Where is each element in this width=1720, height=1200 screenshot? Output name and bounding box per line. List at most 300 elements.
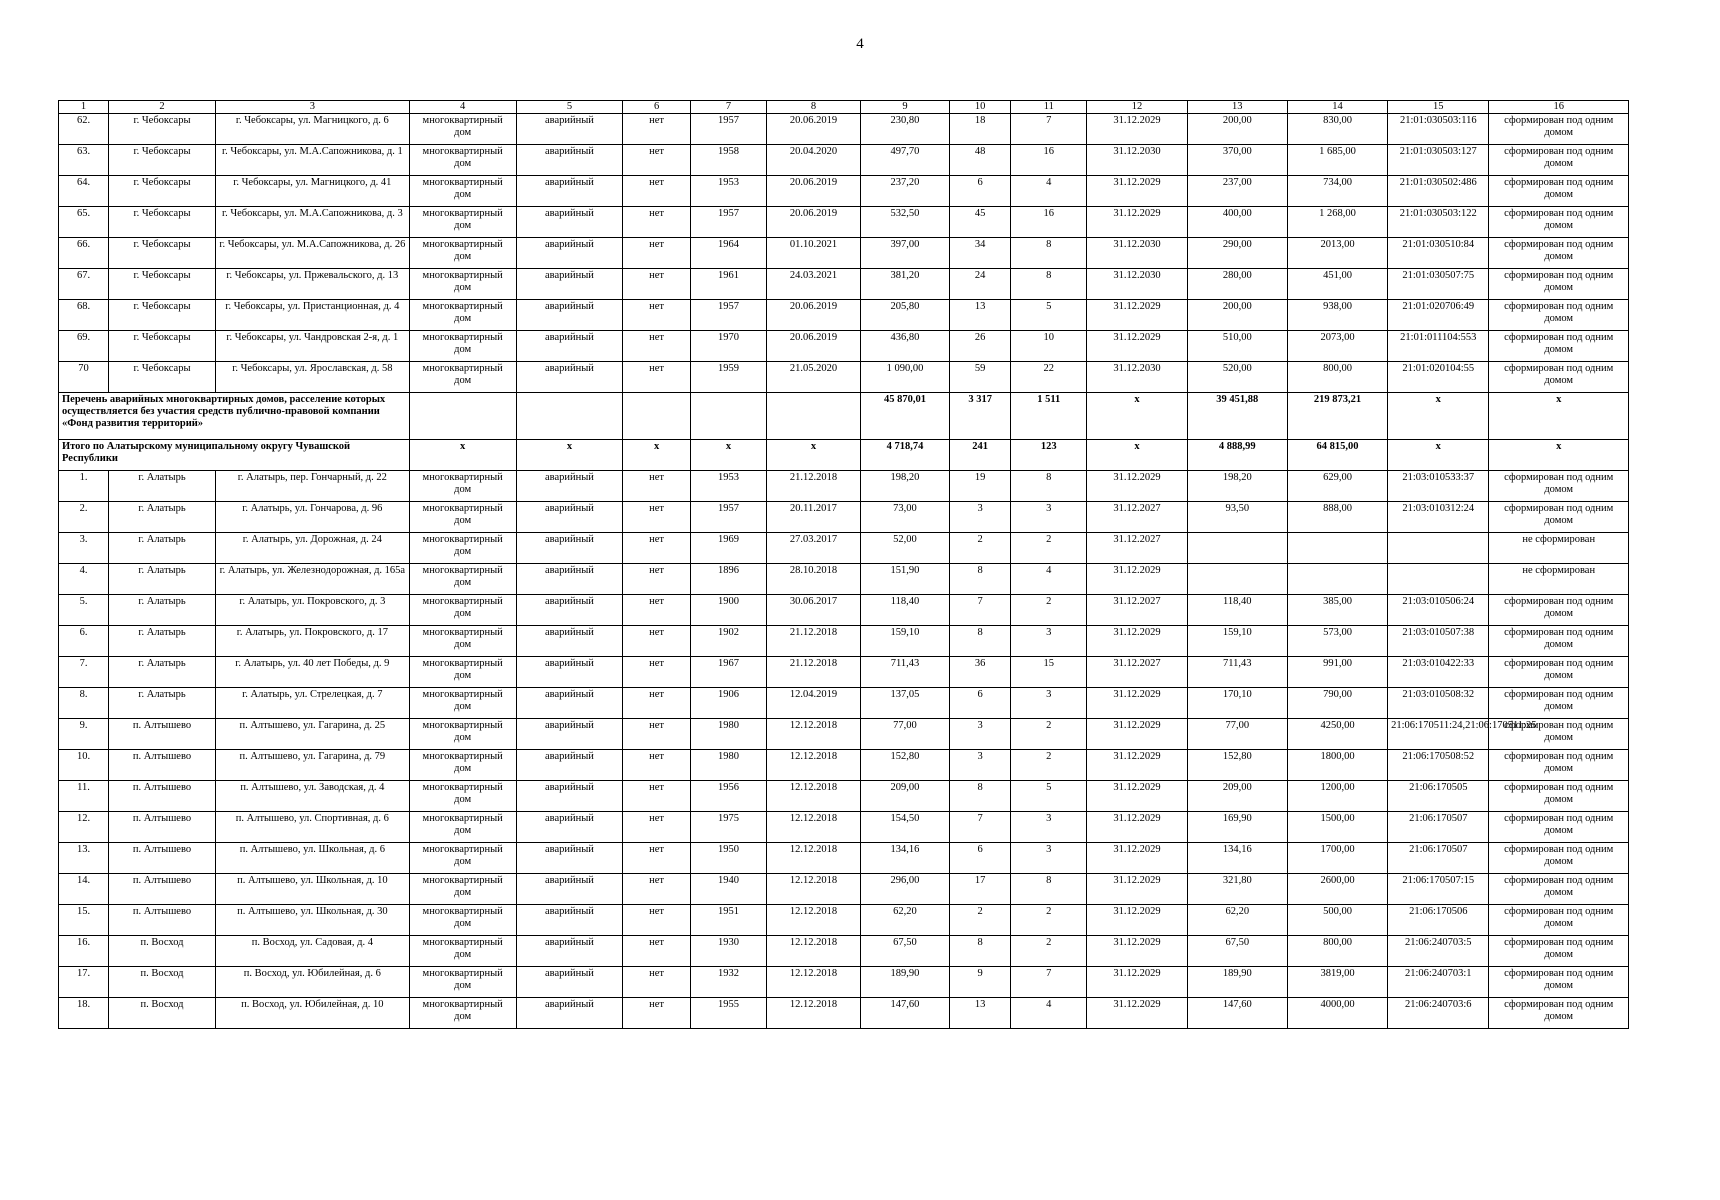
column-number-cell: 5: [516, 101, 623, 114]
cell-land-value: 1500,00: [1287, 812, 1387, 843]
cell-area: 151,90: [860, 564, 949, 595]
cell-settlement: п. Восход: [109, 998, 216, 1029]
cell-recognition-date: 20.06.2019: [767, 176, 861, 207]
cell-resettlement-date: 31.12.2029: [1087, 998, 1187, 1029]
cell-building-type: многоквартирный дом: [409, 269, 516, 300]
cell-area: 497,70: [860, 145, 949, 176]
cell-resettlement-date: 31.12.2029: [1087, 331, 1187, 362]
cell-residents: 36: [950, 657, 1011, 688]
cell-address: п. Алтышево, ул. Спортивная, д. 6: [215, 812, 409, 843]
cell-wear-status: нет: [623, 502, 691, 533]
cell-wear-status: нет: [623, 471, 691, 502]
cell-resettlement-date: 31.12.2030: [1087, 362, 1187, 393]
cell-land-area: 118,40: [1187, 595, 1287, 626]
cell-cadastral-number: 21:03:010507:38: [1388, 626, 1489, 657]
cell-wear-status: нет: [623, 967, 691, 998]
cell-building-type: многоквартирный дом: [409, 207, 516, 238]
cell-recognition-date: 20.06.2019: [767, 114, 861, 145]
cell-residents: 17: [950, 874, 1011, 905]
table-body: [59, 101, 1629, 1029]
cell-building-type: многоквартирный дом: [409, 967, 516, 998]
cell-building-type: многоквартирный дом: [409, 781, 516, 812]
cell-address: п. Восход, ул. Садовая, д. 4: [215, 936, 409, 967]
cell-residents: 13: [950, 300, 1011, 331]
cell-address: п. Алтышево, ул. Гагарина, д. 25: [215, 719, 409, 750]
cell-condition: аварийный: [516, 145, 623, 176]
cell-wear-status: нет: [623, 750, 691, 781]
table-row: [59, 114, 1629, 145]
cell-settlement: г. Алатырь: [109, 688, 216, 719]
summary-cell: [767, 393, 861, 440]
cell-row-number: 7.: [59, 657, 109, 688]
table-row: [59, 843, 1629, 874]
cell-residents: 7: [950, 812, 1011, 843]
column-number-cell: 8: [767, 101, 861, 114]
cell-cadastral-number: [1388, 564, 1489, 595]
cell-wear-status: нет: [623, 331, 691, 362]
cell-wear-status: нет: [623, 843, 691, 874]
summary-cell: 45 870,01: [860, 393, 949, 440]
cell-build-year: 1957: [690, 114, 766, 145]
cell-condition: аварийный: [516, 502, 623, 533]
cell-cadastral-number: 21:06:170507: [1388, 812, 1489, 843]
summary-cell: [516, 393, 623, 440]
column-number-cell: 15: [1388, 101, 1489, 114]
cell-apartments: 5: [1011, 781, 1087, 812]
cell-cadastral-number: 21:01:030502:486: [1388, 176, 1489, 207]
cell-building-type: многоквартирный дом: [409, 564, 516, 595]
cell-area: 134,16: [860, 843, 949, 874]
table-row: [59, 967, 1629, 998]
cell-land-area: 400,00: [1187, 207, 1287, 238]
cell-build-year: 1958: [690, 145, 766, 176]
table-row: [59, 145, 1629, 176]
cell-row-number: 66.: [59, 238, 109, 269]
cell-land-value: 830,00: [1287, 114, 1387, 145]
summary-cell: x: [1388, 440, 1489, 471]
cell-recognition-date: 28.10.2018: [767, 564, 861, 595]
cell-land-status: сформирован под одним домом: [1489, 874, 1629, 905]
cell-land-status: сформирован под одним домом: [1489, 626, 1629, 657]
cell-settlement: п. Алтышево: [109, 812, 216, 843]
cell-land-value: 4000,00: [1287, 998, 1387, 1029]
cell-condition: аварийный: [516, 843, 623, 874]
cell-settlement: г. Алатырь: [109, 533, 216, 564]
cell-cadastral-number: 21:01:030507:75: [1388, 269, 1489, 300]
cell-recognition-date: 21.12.2018: [767, 626, 861, 657]
cell-wear-status: нет: [623, 936, 691, 967]
cell-area: 1 090,00: [860, 362, 949, 393]
cell-build-year: 1975: [690, 812, 766, 843]
cell-cadastral-number: 21:01:030503:127: [1388, 145, 1489, 176]
cell-wear-status: нет: [623, 657, 691, 688]
table-row: [59, 207, 1629, 238]
cell-apartments: 5: [1011, 300, 1087, 331]
cell-row-number: 62.: [59, 114, 109, 145]
cell-address: п. Восход, ул. Юбилейная, д. 10: [215, 998, 409, 1029]
cell-cadastral-number: 21:03:010312:24: [1388, 502, 1489, 533]
column-number-cell: 14: [1287, 101, 1387, 114]
cell-condition: аварийный: [516, 688, 623, 719]
summary-row-list-total: [59, 393, 1629, 440]
cell-resettlement-date: 31.12.2027: [1087, 657, 1187, 688]
cell-residents: 6: [950, 843, 1011, 874]
column-number-cell: 16: [1489, 101, 1629, 114]
cell-wear-status: нет: [623, 874, 691, 905]
cell-building-type: многоквартирный дом: [409, 533, 516, 564]
cell-row-number: 10.: [59, 750, 109, 781]
summary-cell: [409, 393, 516, 440]
cell-land-status: сформирован под одним домом: [1489, 657, 1629, 688]
cell-land-value: 800,00: [1287, 362, 1387, 393]
cell-build-year: 1957: [690, 300, 766, 331]
cell-settlement: г. Алатырь: [109, 595, 216, 626]
cell-wear-status: нет: [623, 564, 691, 595]
summary-cell: x: [1087, 393, 1187, 440]
table-row: [59, 812, 1629, 843]
cell-address: г. Алатырь, ул. Покровского, д. 3: [215, 595, 409, 626]
summary-cell: [623, 393, 691, 440]
cell-build-year: 1932: [690, 967, 766, 998]
cell-address: п. Алтышево, ул. Школьная, д. 30: [215, 905, 409, 936]
cell-settlement: г. Алатырь: [109, 626, 216, 657]
cell-build-year: 1980: [690, 719, 766, 750]
cell-land-area: [1187, 564, 1287, 595]
cell-apartments: 7: [1011, 967, 1087, 998]
cell-building-type: многоквартирный дом: [409, 998, 516, 1029]
cell-apartments: 2: [1011, 595, 1087, 626]
cell-land-status: сформирован под одним домом: [1489, 471, 1629, 502]
summary-cell: x: [1388, 393, 1489, 440]
cell-building-type: многоквартирный дом: [409, 750, 516, 781]
cell-recognition-date: 12.12.2018: [767, 781, 861, 812]
cell-area: 532,50: [860, 207, 949, 238]
cell-resettlement-date: 31.12.2029: [1087, 300, 1187, 331]
summary-cell: 39 451,88: [1187, 393, 1287, 440]
table-row: [59, 595, 1629, 626]
cell-address: г. Чебоксары, ул. М.А.Сапожникова, д. 1: [215, 145, 409, 176]
cell-building-type: многоквартирный дом: [409, 471, 516, 502]
column-number-cell: 6: [623, 101, 691, 114]
cell-apartments: 16: [1011, 207, 1087, 238]
summary-cell: 4 888,99: [1187, 440, 1287, 471]
cell-apartments: 4: [1011, 998, 1087, 1029]
cell-settlement: г. Чебоксары: [109, 207, 216, 238]
cell-residents: 59: [950, 362, 1011, 393]
cell-land-value: 888,00: [1287, 502, 1387, 533]
cell-cadastral-number: 21:06:240703:1: [1388, 967, 1489, 998]
cell-land-area: 237,00: [1187, 176, 1287, 207]
cell-resettlement-date: 31.12.2029: [1087, 812, 1187, 843]
page-number: 4: [856, 36, 864, 52]
table-row: [59, 362, 1629, 393]
cell-condition: аварийный: [516, 207, 623, 238]
cell-address: г. Алатырь, ул. Дорожная, д. 24: [215, 533, 409, 564]
cell-land-value: 800,00: [1287, 936, 1387, 967]
cell-cadastral-number: 21:01:020104:55: [1388, 362, 1489, 393]
cell-address: г. Чебоксары, ул. Магницкого, д. 6: [215, 114, 409, 145]
cell-address: п. Восход, ул. Юбилейная, д. 6: [215, 967, 409, 998]
cell-condition: аварийный: [516, 812, 623, 843]
cell-row-number: 2.: [59, 502, 109, 533]
cell-land-area: 198,20: [1187, 471, 1287, 502]
cell-resettlement-date: 31.12.2030: [1087, 145, 1187, 176]
cell-area: 205,80: [860, 300, 949, 331]
cell-row-number: 15.: [59, 905, 109, 936]
cell-area: 711,43: [860, 657, 949, 688]
cell-resettlement-date: 31.12.2029: [1087, 936, 1187, 967]
cell-row-number: 16.: [59, 936, 109, 967]
cell-resettlement-date: 31.12.2029: [1087, 688, 1187, 719]
cell-wear-status: нет: [623, 145, 691, 176]
cell-resettlement-date: 31.12.2029: [1087, 207, 1187, 238]
cell-land-area: 321,80: [1187, 874, 1287, 905]
cell-wear-status: нет: [623, 781, 691, 812]
cell-settlement: г. Чебоксары: [109, 362, 216, 393]
cell-land-status: сформирован под одним домом: [1489, 781, 1629, 812]
cell-land-area: 134,16: [1187, 843, 1287, 874]
cell-land-status: сформирован под одним домом: [1489, 362, 1629, 393]
cell-land-status: сформирован под одним домом: [1489, 936, 1629, 967]
cell-area: 209,00: [860, 781, 949, 812]
cell-area: 159,10: [860, 626, 949, 657]
cell-resettlement-date: 31.12.2029: [1087, 471, 1187, 502]
cell-row-number: 3.: [59, 533, 109, 564]
cell-settlement: г. Чебоксары: [109, 238, 216, 269]
table-row: [59, 269, 1629, 300]
cell-cadastral-number: 21:06:240703:6: [1388, 998, 1489, 1029]
cell-condition: аварийный: [516, 781, 623, 812]
cell-cadastral-number: 21:06:170508:52: [1388, 750, 1489, 781]
cell-build-year: 1953: [690, 471, 766, 502]
cell-resettlement-date: 31.12.2029: [1087, 750, 1187, 781]
cell-area: 118,40: [860, 595, 949, 626]
cell-build-year: 1980: [690, 750, 766, 781]
cell-address: п. Алтышево, ул. Школьная, д. 6: [215, 843, 409, 874]
cell-cadastral-number: [1388, 533, 1489, 564]
cell-build-year: 1956: [690, 781, 766, 812]
cell-land-status: сформирован под одним домом: [1489, 300, 1629, 331]
cell-resettlement-date: 31.12.2029: [1087, 843, 1187, 874]
cell-recognition-date: 12.12.2018: [767, 905, 861, 936]
cell-land-status: сформирован под одним домом: [1489, 998, 1629, 1029]
cell-residents: 9: [950, 967, 1011, 998]
cell-row-number: 65.: [59, 207, 109, 238]
cell-wear-status: нет: [623, 114, 691, 145]
cell-land-status: сформирован под одним домом: [1489, 843, 1629, 874]
cell-residents: 13: [950, 998, 1011, 1029]
cell-recognition-date: 12.04.2019: [767, 688, 861, 719]
cell-land-value: 2600,00: [1287, 874, 1387, 905]
cell-land-value: 734,00: [1287, 176, 1387, 207]
cell-settlement: г. Чебоксары: [109, 176, 216, 207]
summary-cell: x: [623, 440, 691, 471]
cell-area: 77,00: [860, 719, 949, 750]
cell-land-area: 510,00: [1187, 331, 1287, 362]
column-number-cell: 9: [860, 101, 949, 114]
cell-build-year: 1940: [690, 874, 766, 905]
cell-residents: 8: [950, 781, 1011, 812]
cell-recognition-date: 20.06.2019: [767, 331, 861, 362]
cell-address: г. Чебоксары, ул. М.А.Сапожникова, д. 26: [215, 238, 409, 269]
cell-land-value: 451,00: [1287, 269, 1387, 300]
cell-wear-status: нет: [623, 905, 691, 936]
cell-area: 137,05: [860, 688, 949, 719]
summary-cell: 241: [950, 440, 1011, 471]
cell-apartments: 2: [1011, 936, 1087, 967]
cell-row-number: 64.: [59, 176, 109, 207]
summary-cell: x: [1489, 393, 1629, 440]
cell-residents: 3: [950, 719, 1011, 750]
cell-land-value: 2073,00: [1287, 331, 1387, 362]
cell-land-value: 790,00: [1287, 688, 1387, 719]
cell-row-number: 4.: [59, 564, 109, 595]
cell-land-area: 280,00: [1187, 269, 1287, 300]
cell-address: г. Алатырь, ул. Стрелецкая, д. 7: [215, 688, 409, 719]
cell-recognition-date: 01.10.2021: [767, 238, 861, 269]
cell-address: г. Чебоксары, ул. Магницкого, д. 41: [215, 176, 409, 207]
cell-land-value: 1 685,00: [1287, 145, 1387, 176]
cell-residents: 2: [950, 533, 1011, 564]
cell-wear-status: нет: [623, 269, 691, 300]
cell-residents: 26: [950, 331, 1011, 362]
cell-land-status: сформирован под одним домом: [1489, 176, 1629, 207]
cell-land-area: 147,60: [1187, 998, 1287, 1029]
cell-row-number: 13.: [59, 843, 109, 874]
cell-building-type: многоквартирный дом: [409, 595, 516, 626]
table-row: [59, 238, 1629, 269]
cell-address: г. Чебоксары, ул. Чандровская 2-я, д. 1: [215, 331, 409, 362]
cell-build-year: 1957: [690, 207, 766, 238]
cell-residents: 8: [950, 936, 1011, 967]
cell-wear-status: нет: [623, 533, 691, 564]
cell-land-value: 938,00: [1287, 300, 1387, 331]
cell-condition: аварийный: [516, 176, 623, 207]
cell-land-value: 1800,00: [1287, 750, 1387, 781]
cell-resettlement-date: 31.12.2027: [1087, 502, 1187, 533]
cell-recognition-date: 30.06.2017: [767, 595, 861, 626]
cell-land-value: 1200,00: [1287, 781, 1387, 812]
cell-resettlement-date: 31.12.2029: [1087, 176, 1187, 207]
cell-land-status: сформирован под одним домом: [1489, 688, 1629, 719]
cell-residents: 3: [950, 502, 1011, 533]
cell-residents: 45: [950, 207, 1011, 238]
cell-area: 154,50: [860, 812, 949, 843]
cell-recognition-date: 21.12.2018: [767, 657, 861, 688]
cell-residents: 19: [950, 471, 1011, 502]
cell-address: г. Чебоксары, ул. Ярославская, д. 58: [215, 362, 409, 393]
table-row: [59, 750, 1629, 781]
cell-building-type: многоквартирный дом: [409, 331, 516, 362]
cell-land-area: 152,80: [1187, 750, 1287, 781]
column-number-cell: 10: [950, 101, 1011, 114]
cell-building-type: многоквартирный дом: [409, 874, 516, 905]
table-row: [59, 936, 1629, 967]
cell-address: г. Чебоксары, ул. Пристанционная, д. 4: [215, 300, 409, 331]
cell-apartments: 8: [1011, 471, 1087, 502]
cell-recognition-date: 12.12.2018: [767, 812, 861, 843]
cell-land-value: 1 268,00: [1287, 207, 1387, 238]
table-row: [59, 626, 1629, 657]
cell-apartments: 3: [1011, 812, 1087, 843]
cell-build-year: 1957: [690, 502, 766, 533]
cell-resettlement-date: 31.12.2030: [1087, 269, 1187, 300]
cell-area: 152,80: [860, 750, 949, 781]
cell-wear-status: нет: [623, 812, 691, 843]
cell-land-status: не сформирован: [1489, 533, 1629, 564]
table-row: [59, 905, 1629, 936]
cell-area: 147,60: [860, 998, 949, 1029]
cell-cadastral-number: 21:01:030510:84: [1388, 238, 1489, 269]
cell-building-type: многоквартирный дом: [409, 812, 516, 843]
cell-residents: 3: [950, 750, 1011, 781]
cell-cadastral-number: 21:06:240703:5: [1388, 936, 1489, 967]
cell-building-type: многоквартирный дом: [409, 688, 516, 719]
cell-build-year: 1951: [690, 905, 766, 936]
cell-land-status: сформирован под одним домом: [1489, 207, 1629, 238]
cell-land-status: сформирован под одним домом: [1489, 331, 1629, 362]
cell-wear-status: нет: [623, 362, 691, 393]
cell-row-number: 63.: [59, 145, 109, 176]
cell-build-year: 1896: [690, 564, 766, 595]
cell-area: 397,00: [860, 238, 949, 269]
table-row: [59, 564, 1629, 595]
cell-recognition-date: 12.12.2018: [767, 750, 861, 781]
cell-land-value: 3819,00: [1287, 967, 1387, 998]
cell-land-value: 500,00: [1287, 905, 1387, 936]
summary-cell: x: [690, 440, 766, 471]
column-number-cell: 4: [409, 101, 516, 114]
cell-resettlement-date: 31.12.2030: [1087, 238, 1187, 269]
cell-row-number: 69.: [59, 331, 109, 362]
cell-cadastral-number: 21:03:010508:32: [1388, 688, 1489, 719]
cell-building-type: многоквартирный дом: [409, 502, 516, 533]
cell-land-status: сформирован под одним домом: [1489, 238, 1629, 269]
cell-land-value: 1700,00: [1287, 843, 1387, 874]
cell-land-area: 170,10: [1187, 688, 1287, 719]
cell-wear-status: нет: [623, 688, 691, 719]
table-row: [59, 533, 1629, 564]
cell-land-status: сформирован под одним домом: [1489, 812, 1629, 843]
cell-apartments: 3: [1011, 843, 1087, 874]
cell-area: 189,90: [860, 967, 949, 998]
cell-recognition-date: 12.12.2018: [767, 874, 861, 905]
cell-residents: 34: [950, 238, 1011, 269]
cell-building-type: многоквартирный дом: [409, 843, 516, 874]
cell-row-number: 9.: [59, 719, 109, 750]
cell-row-number: 12.: [59, 812, 109, 843]
cell-building-type: многоквартирный дом: [409, 362, 516, 393]
summary-cell: 3 317: [950, 393, 1011, 440]
cell-land-status: сформирован под одним домом: [1489, 502, 1629, 533]
cell-apartments: 22: [1011, 362, 1087, 393]
cell-row-number: 8.: [59, 688, 109, 719]
cell-condition: аварийный: [516, 905, 623, 936]
cell-recognition-date: 12.12.2018: [767, 936, 861, 967]
cell-land-value: 629,00: [1287, 471, 1387, 502]
cell-settlement: г. Алатырь: [109, 657, 216, 688]
cell-land-area: 62,20: [1187, 905, 1287, 936]
cell-wear-status: нет: [623, 207, 691, 238]
cell-settlement: г. Алатырь: [109, 471, 216, 502]
cell-recognition-date: 21.12.2018: [767, 471, 861, 502]
cell-land-area: 159,10: [1187, 626, 1287, 657]
cell-recognition-date: 21.05.2020: [767, 362, 861, 393]
cell-row-number: 67.: [59, 269, 109, 300]
cell-condition: аварийный: [516, 936, 623, 967]
cell-build-year: 1906: [690, 688, 766, 719]
cell-address: г. Чебоксары, ул. М.А.Сапожникова, д. 3: [215, 207, 409, 238]
